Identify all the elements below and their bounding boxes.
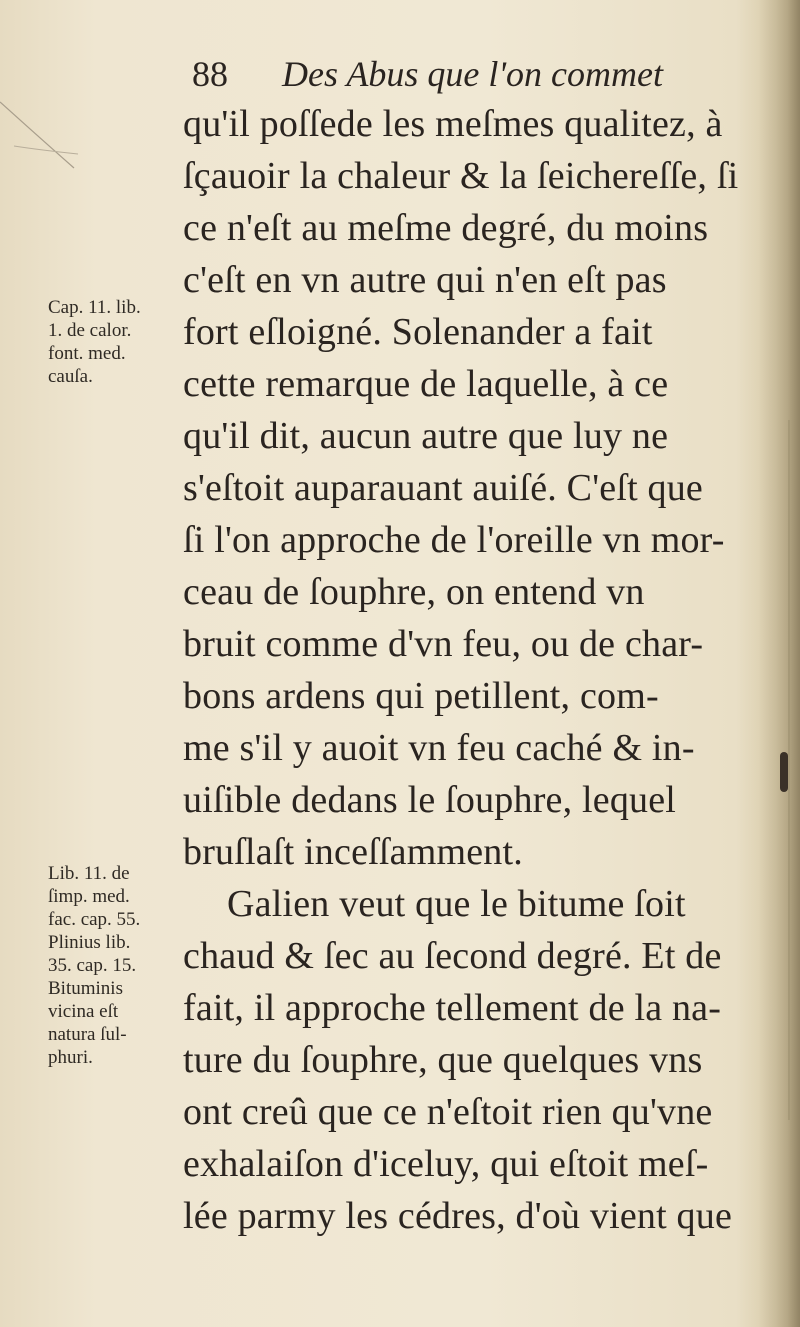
paper-fold-mark [0,98,110,188]
text-line: ce n'eſt au meſme degré, du moins [183,207,709,249]
margin-note-line: Cap. 11. lib. [48,297,141,318]
text-line: ceau de ſouphre, on entend vn [183,571,645,613]
text-line: bruit comme d'vn feu, ou de char- [183,623,704,665]
text-line: qu'il dit, aucun autre que luy ne [183,415,669,457]
text-line: c'eſt en vn autre qui n'en eſt pas [183,259,667,301]
text-line: uiſible dedans le ſouphre, lequel [183,779,677,821]
margin-note-line: ſimp. med. [48,886,130,907]
body-text [183,98,763,1242]
margin-note-line: Lib. 11. de [48,863,130,884]
margin-note [48,296,188,388]
text-line: s'eſtoit auparauant auiſé. C'eſt que [183,467,703,509]
text-line: cette remarque de laquelle, à ce [183,363,669,405]
text-line: chaud & ſec au ſecond degré. Et de [183,935,722,977]
text-line: qu'il poſſede les meſmes qualitez, à [183,103,723,145]
margin-note-line: 35. cap. 15. [48,955,137,976]
text-line: ſçauoir la chaleur & la ſeichereſſe, ſi [183,155,739,197]
text-line: ſi l'on approche de l'oreille vn mor- [183,519,725,561]
page-edge-rule [788,420,790,1120]
margin-note [48,862,188,1069]
text-line: bruſlaſt inceſſamment. [183,831,523,873]
margin-note-line: 1. de calor. [48,320,132,341]
text-line: fort eſloigné. Solenander a fait [183,311,653,353]
text-line: bons ardens qui petillent, com- [183,675,659,717]
margin-note-line: vicina eſt [48,1001,119,1022]
margin-note-line: Bituminis [48,978,123,999]
margin-note-line: fac. cap. 55. [48,909,141,930]
running-title: Des Abus que l'on commet [282,54,663,94]
page-header [192,52,752,96]
text-line: lée parmy les cédres, d'où vient que [183,1195,733,1237]
margin-note-line: phuri. [48,1047,93,1068]
text-line: ont creû que ce n'eſtoit rien qu'vne [183,1091,713,1133]
text-line: exhalaiſon d'iceluy, qui eſtoit meſ- [183,1143,709,1185]
text-line: me s'il y auoit vn feu caché & in- [183,727,695,769]
text-line: fait, il approche tellement de la na- [183,987,722,1029]
text-line: Galien veut que le bitume ſoit [227,883,686,925]
page-number: 88 [192,54,228,94]
margin-note-line: natura ſul- [48,1024,127,1045]
margin-note-line: font. med. [48,343,126,364]
margin-note-line: Plinius lib. [48,932,131,953]
page-edge-shadow [758,0,800,1327]
text-line: ture du ſouphre, que quelques vns [183,1039,703,1081]
margin-note-line: cauſa. [48,366,93,387]
ink-blot [780,752,788,792]
